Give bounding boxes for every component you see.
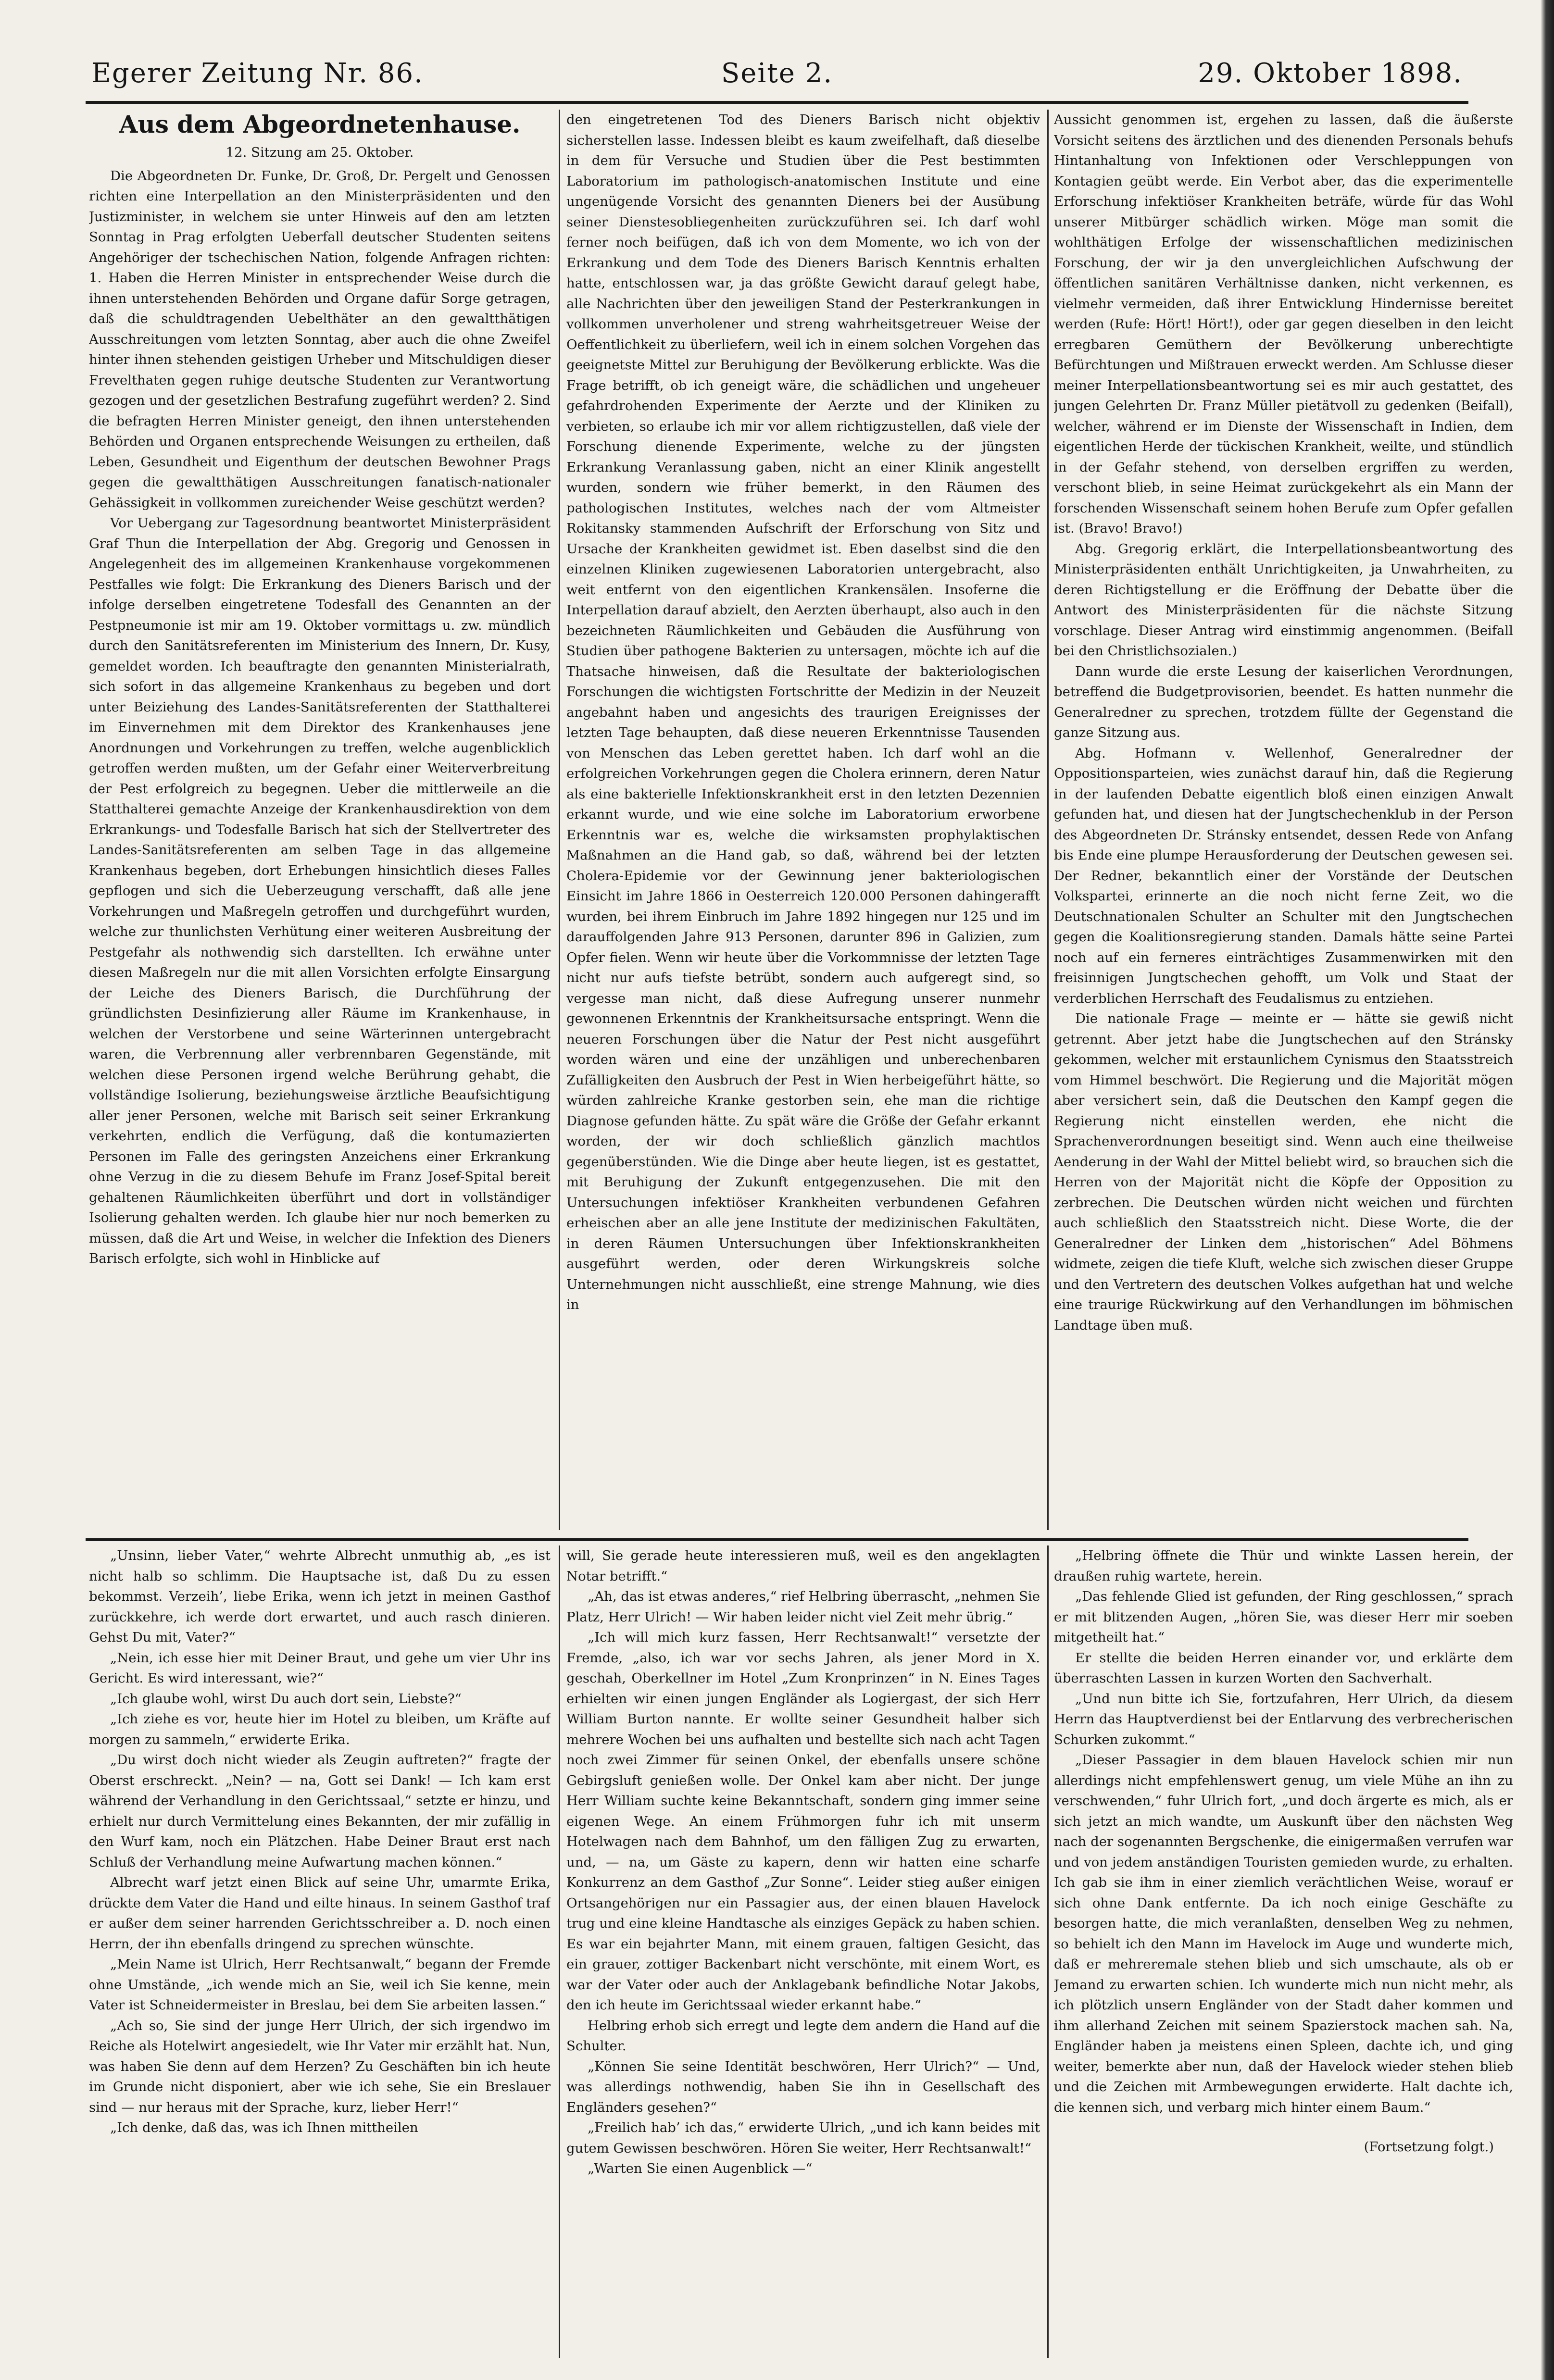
feuilleton-paragraph: „Das fehlende Glied ist gefunden, der Ring geschlossen,“ sprach er mit blitzenden Augen, „hören Sie, was dieser Herr mir soeben mitgetheilt hat.“ (1054, 1589, 1513, 1645)
feuilleton-paragraph: „Ich will mich kurz fassen, Herr Rechtsanwalt!“ versetzte der Fremde, „also, ich war vor sechs Jahren, als jener Mord in X. geschah, Oberkellner im Hotel „Zum Kronprinzen“ in N. Eines Tages erhielten wir einen jungen Engländer als Logiergast, der sich Herr William Burton nannte. Er wollte seiner Gesundheit halber sich mehrere Wochen bei uns aufhalten und bestellte sich nach acht Tagen noch zwei Zimmer für seinen Onkel, der ebenfalls unsere schöne Gebirgsluft genießen wolle. Der Onkel kam aber nicht. Der junge Herr William suchte keine Bekanntschaft, sondern ging immer seine eigenen Wege. An einem Frühmorgen fuhr ich mit unserm Hotelwagen nach dem Bahnhof, um den fälligen Zug zu erwarten, und, — na, um Gäste zu kapern, denn wir hatten eine scharfe Konkurrenz an dem Gasthof „Zur Sonne“. Leider stieg außer einigen Ortsangehörigen nur ein Passagier aus, der einen blauen Havelock trug und eine kleine Handtasche als einziges Gepäck zu haben schien. Es war ein bejahrter Mann, mit einem grauen, faltigen Gesicht, das ein grauer, zottiger Backenbart nicht verschönte, mit einem Wort, es war der Vater oder auch der Anklagebank befindliche Notar Jakobs, den ich heute im Gerichtssaal wieder erkannt habe.“ (566, 1630, 1040, 2013)
newspaper-title: Egerer Zeitung Nr. 86. (91, 58, 424, 89)
page-edge-shadow (1541, 0, 1554, 2380)
feuilleton-paragraph: „Dieser Passagier in dem blauen Havelock schien mir nun allerdings nicht empfehlenswert genug, um viele Mühe an ihn zu verschwenden,“ fuhr Ulrich fort, „und doch ärgerte es mich, als er sich jetzt an mich wandte, um Auskunft über den nächsten Weg nach der sogenannten Bergschenke, die einigermaßen verrufen war und von jedem anständigen Touristen gemieden wurde, zu erhalten. Ich gab sie ihm in einer ziemlich verächtlichen Weise, worauf er sich ohne Dank entfernte. Da ich noch einige Geschäfte zu besorgen hatte, die mich veranlaßten, denselben Weg zu nehmen, so behielt ich den Mann im Havelock im Auge und wunderte mich, daß er mehreremale stehen blieb und sich umschaute, als ob er Jemand zu erwarten schien. Ich wunderte mich nun nicht mehr, als ich plötzlich unsern Engländer von der Stadt daher kommen und ihm allerhand Zeichen mit seinem Spazierstock machen sah. Na, Engländer haben ja meistens einen Spleen, dachte ich, und ging weiter, bemerkte aber nun, daß der Havelock wieder stehen blieb und die Zeichen mit Armbewegungen erwiderte. Halt dachte ich, die kennen sich, und verbarg mich hinter einem Baum.“ (1054, 1752, 1513, 2115)
feuilleton-paragraph: „Ich ziehe es vor, heute hier im Hotel zu bleiben, um Kräfte auf morgen zu sammeln,“ erwiderte Erika. (89, 1711, 551, 1747)
feuilleton-paragraph: „Ah, das ist etwas anderes,“ rief Helbring überrascht, „nehmen Sie Platz, Herr Ulrich! — Wir haben leider nicht viel Zeit mehr übrig.“ (566, 1589, 1040, 1625)
article-title: Aus dem Abgeordnetenhause. (119, 110, 521, 138)
feuilleton-paragraph: „Helbring öffnete die Thür und winkte Lassen herein, der draußen ruhig wartete, herein. (1054, 1548, 1513, 1584)
continuation-note: (Fortsetzung folgt.) (1364, 2139, 1494, 2155)
issue-date: 29. Oktober 1898. (1198, 58, 1463, 89)
article-column-2 (566, 110, 1040, 1530)
header-rule (86, 101, 1468, 104)
feuilleton-paragraph: „Du wirst doch nicht wieder als Zeugin auftreten?“ fragte der Oberst erschreckt. „Nein? — na, Gott sei Dank! — Ich kam erst während der Verhandlung in den Gerichtssaal,“ setzte er hinzu, und erhielt nur durch Vermittelung eines Bekannten, der mir zufällig in den Wurf kam, noch ein Plätzchen. Habe Deiner Braut erst nach Schluß der Verhandlung meine Aufwartung machen können.“ (89, 1752, 551, 1870)
article-paragraph: Aussicht genommen ist, ergehen zu lassen, daß die äußerste Vorsicht seitens des ärztlichen und des dienenden Personals behufs Hintanhaltung von Infektionen oder Verschleppungen von Kontagien geübt werde. Ein Verbot aber, das die experimentelle Erforschung infektiöser Krankheiten beträfe, würde für das Wohl unserer Mitbürger schädlich wirken. Möge man somit die wohlthätigen Erfolge der wissenschaftlichen medizinischen Forschung, der wir ja den unvergleichlichen Aufschwung der öffentlichen sanitären Verhältnisse danken, nicht verkennen, es vielmehr vermeiden, daß ihrer Entwicklung Hindernisse bereitet werden (Rufe: Hört! Hört!), oder gar gegen dieselben in den leicht erregbaren Gemüthern der Bevölkerung unberechtigte Befürchtungen und Mißtrauen erweckt werden. Am Schlusse dieser meiner Interpellationsbeantwortung sei es mir auch gestattet, des jungen Gelehrten Dr. Franz Müller pietätvoll zu gedenken (Beifall), welcher, während er im Dienste der Wissenschaft in Indien, dem eigentlichen Herde der tückischen Krankheit, weilte, und stündlich in der Gefahr stehend, von derselben ergriffen zu werden, verschont blieb, in seine Heimat zurückgekehrt als ein Mann der forschenden Wissenschaft seinem hohen Berufe zum Opfer gefallen ist. (Bravo! Bravo!) (1054, 112, 1513, 536)
article-paragraph: Vor Uebergang zur Tagesordnung beantwortet Ministerpräsident Graf Thun die Interpellation der Abg. Gregorig und Genossen in Angelegenheit des im allgemeinen Krankenhause vorgekommenen Pestfalles wie folgt: Die Erkrankung des Dieners Barisch und der infolge derselben eingetretene Todesfall des Genannten an der Pestpneumonie ist mir am 19. Oktober vormittags u. zw. mündlich durch den Sanitätsreferenten im Ministerium des Innern, Dr. Kusy, gemeldet worden. Ich beauftragte den genannten Ministerialrath, sich sofort in das allgemeine Krankenhaus zu begeben und dort unter Beiziehung des Landes-Sanitätsreferenten der Statthalterei im Einvernehmen mit dem Direktor des Krankenhauses jene Anordnungen und Vorkehrungen zu treffen, welche augenblicklich getroffen werden mußten, um der Gefahr einer Weiterverbreitung der Pest erfolgreich zu begegnen. Ueber die mittlerweile an die Statthalterei gemachte Anzeige der Krankenhausdirektion von dem Erkrankungs- und Todesfalle Barisch hat sich der Stellvertreter des Landes-Sanitätsreferenten am selben Tage in das allgemeine Krankenhaus begeben, dort Erhebungen hinsichtlich dieses Falles gepflogen und sich die Ueberzeugung verschafft, daß alle jene Vorkehrungen und Maßregeln getroffen und durchgeführt wurden, welche zur thunlichsten Verhütung einer weiteren Ausbreitung der Pestgefahr als nothwendig sich darstellten. Ich erwähne unter diesen Maßregeln nur die mit allen Vorsichten erfolgte Einsargung der Leiche des Dieners Barisch, die Durchführung der gründlichsten Desinfizierung aller Räume im Krankenhause, in welchen der Verstorbene und seine Wärterinnen untergebracht waren, die Verbrennung aller verbrennbaren Gegenstände, mit welchen diese Personen irgend welche Berührung gehabt, die vollständige Isolierung, beziehungsweise ärztliche Beaufsichtigung aller jener Personen, welche mit Barisch seit seiner Erkrankung verkehrten, endlich die Verfügung, daß die kontumazierten Personen im Falle des geringsten Anzeichens einer Erkrankung ohne Verzug in die zu diesem Behufe im Franz Josef-Spital bereit gehaltenen Räumlichkeiten überführt und dort in vollständiger Isolierung gehalten werden. Ich glaube hier nur noch bemerken zu müssen, daß die Art und Weise, in welcher die Infektion des Dieners Barisch erfolgte, sich wohl in Hinblicke auf (89, 515, 551, 1266)
column-divider (1047, 1545, 1049, 2358)
feuilleton-paragraph: „Ich glaube wohl, wirst Du auch dort sein, Liebste?“ (110, 1691, 462, 1707)
feuilleton-paragraph: Er stellte die beiden Herren einander vor, und erklärte dem überraschten Lassen in kurzen Worten den Sachverhalt. (1054, 1650, 1513, 1686)
article-paragraph: Abg. Gregorig erklärt, die Interpellationsbeantwortung des Ministerpräsidenten enthält Unrichtigkeiten, ja Unwahrheiten, zu deren Richtigstellung er die Eröffnung der Debatte über die Antwort des Ministerpräsidenten für die nächste Sitzung vorschlage. Dieser Antrag wird einstimmig angenommen. (Beifall bei den Christlichsozialen.) (1054, 541, 1513, 659)
feuilleton-paragraph: „Unsinn, lieber Vater,“ wehrte Albrecht unmuthig ab, „es ist nicht halb so schlimm. Die Hauptsache ist, daß Du zu essen bekommst. Verzeih’, liebe Erika, wenn ich jetzt in meinen Gasthof zurückkehre, ich werde dort erwartet, und auch rasch dinieren. Gehst Du mit, Vater?“ (89, 1548, 551, 1645)
feuilleton-paragraph: „Mein Name ist Ulrich, Herr Rechtsanwalt,“ begann der Fremde ohne Umstände, „ich wende mich an Sie, weil ich Sie kenne, mein Vater ist Schneidermeister in Breslau, bei dem Sie arbeiten lassen.“ (89, 1956, 551, 2013)
page-header (91, 58, 1463, 101)
feuilleton-column-3 (1054, 1545, 1513, 2358)
article-session: 12. Sitzung am 25. Oktober. (226, 145, 414, 160)
feuilleton-paragraph: Albrecht warf jetzt einen Blick auf seine Uhr, umarmte Erika, drückte dem Vater die Hand und eilte hinaus. In seinem Gasthof traf er außer dem seiner harrenden Gerichtsschreiber a. D. noch einen Herrn, der ihn ebenfalls dringend zu sprechen wünschte. (89, 1875, 551, 1952)
feuilleton-paragraph: „Ich denke, daß das, was ich Ihnen mittheilen (110, 2120, 418, 2135)
feuilleton-column-1 (89, 1545, 551, 2358)
feuilleton-paragraph: „Und nun bitte ich Sie, fortzufahren, Herr Ulrich, da diesem Herrn das Hauptverdienst bei der Entlarvung des verbrecherischen Schurken zukommt.“ (1054, 1691, 1513, 1747)
feuilleton-paragraph: „Freilich hab’ ich das,“ erwiderte Ulrich, „und ich kann beides mit gutem Gewissen beschwören. Hören Sie weiter, Herr Rechtsanwalt!“ (566, 2120, 1040, 2156)
article-column-1 (89, 110, 551, 1530)
feuilleton-paragraph: will, Sie gerade heute interessieren muß, weil es den angeklagten Notar betrifft.“ (566, 1548, 1040, 1584)
article-paragraph: den eingetretenen Tod des Dieners Barisch nicht objektiv sicherstellen lasse. Indessen bleibt es kaum zweifelhaft, daß dieselbe in dem für Versuche und Studien über die Pest bestimmten Laboratorium im pathologisch-anatomischen Institute und eine ungenügende Vorsicht des genannten Dieners bei der Ausübung seiner Dienstesobliegenheiten zurückzuführen sei. Ich darf wohl ferner noch beifügen, daß ich von dem Momente, wo ich von der Erkrankung und dem Tode des Dieners Barisch Kenntnis erhalten hatte, entschlossen war, ja das größte Gewicht darauf gelegt habe, alle Nachrichten über den jeweiligen Stand der Pesterkrankungen in vollkommen unverholener und streng wahrheitsgetreuer Weise der Oeffentlichkeit zu überliefern, weil ich in einem solchen Vorgehen das geeignetste Mittel zur Beruhigung der Bevölkerung erblickte. Was die Frage betrifft, ob ich geneigt wäre, die schädlichen und ungeheuer gefahrdrohenden Experimente der Aerzte und der Kliniken zu verbieten, so erlaube ich mir vor allem richtigzustellen, daß viele der Forschung dienende Experimente, welche zu der jüngsten Erkrankung Veranlassung gaben, nicht an einer Klinik angestellt wurden, sondern wie früher bemerkt, in den Räumen des pathologischen Institutes, welches nach der vom Altmeister Rokitansky stammenden Aufschrift der Erforschung von Sitz und Ursache der Krankheiten gewidmet ist. Eben daselbst sind die den einzelnen Kliniken zugewiesenen Laboratorien untergebracht, also weit entfernt von den eigentlichen Krankensälen. Insoferne die Interpellation darauf abzielt, den Aerzten überhaupt, also auch in den bezeichneten Räumlichkeiten und Gebäuden die Ausführung von Studien über pathogene Bakterien zu untersagen, möchte ich auf die Thatsache hinweisen, daß die Resultate der bakteriologischen Forschungen die wichtigsten Fortschritte der Medizin in der Neuzeit angebahnt haben und angesichts des traurigen Ereignisses der letzten Tage behaupten, daß diese neueren Erkenntnisse Tausenden von Menschen das Leben gerettet haben. Ich darf wohl an die erfolgreichen Vorkehrungen gegen die Cholera erinnern, deren Natur als eine bakterielle Infektionskrankheit erst in den letzten Dezennien erkannt wurde, und wie eine solche im Laboratorium erworbene Erkenntnis war es, welche die wirksamsten prophylaktischen Maßnahmen an die Hand gab, so daß, während bei der letzten Cholera-Epidemie vor der Gewinnung jener bakteriologischen Einsicht im Jahre 1866 in Oesterreich 120.000 Personen dahingerafft wurden, bei ihrem Einbruch im Jahre 1892 hingegen nur 125 und im darauffolgenden Jahre 913 Personen, darunter 896 in Galizien, zum Opfer fielen. Wenn wir heute über die Vorkommnisse der letzten Tage nicht nur aufs tiefste betrübt, sondern auch aufgeregt sind, so vergesse man nicht, daß diese Aufregung unserer nunmehr gewonnenen Erkenntnis der Krankheitsursache entspringt. Wenn die neueren Forschungen über die Natur der Pest nicht ausgeführt worden wären und eine der unzähligen und unberechenbaren Zufälligkeiten den Ausbruch der Pest in Wien herbeigeführt hätte, so würden zahlreiche Kranke gestorben sein, ehe man die richtige Diagnose gefunden hätte. Zu spät wäre die Größe der Gefahr erkannt worden, der wir doch schließlich gänzlich machtlos gegenüberstünden. Wie die Dinge aber heute liegen, ist es gestattet, mit Beruhigung der Zukunft entgegenzusehen. Die mit den Untersuchungen infektiöser Krankheiten verbundenen Gefahren erheischen aber an alle jene Institute der medizinischen Fakultäten, in deren Räumen Untersuchungen über Infektionskrankheiten ausgeführt werden, oder deren Wirkungskreis solche Unternehmungen nicht ausschließt, eine strenge Mahnung, wie dies in (566, 112, 1040, 1312)
feuilleton-rule (86, 1538, 1468, 1541)
article-paragraph: Die nationale Frage — meinte er — hätte sie gewiß nicht getrennt. Aber jetzt habe die Jungtschechen auf den Stránsky gekommen, welcher mit erstaunlichem Cynismus den Staatsstreich vom Himmel beschwört. Die Regierung und die Majorität mögen aber versichert sein, daß die Deutschen den Kampf gegen die Regierung nicht einstellen werden, ehe nicht die Sprachenverordnungen beseitigt sind. Wenn auch eine theilweise Aenderung in der Wahl der Mittel beliebt wird, so brauchen sich die Herren von der Majorität nicht die Köpfe der Opposition zu zerbrechen. Die Deutschen würden nicht weichen und fürchten auch schließlich den Staatsstreich nicht. Diese Worte, die der Generalredner der Linken dem „historischen“ Adel Böhmens widmete, zeigen die tiefe Kluft, welche sich zwischen dieser Gruppe und den Vertretern des deutschen Volkes aufgethan hat und welche eine traurige Rückwirkung auf den Verhandlungen im böhmischen Landtage üben muß. (1054, 1011, 1513, 1333)
article-column-3 (1054, 110, 1513, 1530)
feuilleton-paragraph: Helbring erhob sich erregt und legte dem andern die Hand auf die Schulter. (566, 2018, 1040, 2054)
article-paragraph: Die Abgeordneten Dr. Funke, Dr. Groß, Dr. Pergelt und Genossen richten eine Interpellation an den Ministerpräsidenten und den Justizminister, in welchem sie unter Hinweis auf den am letzten Sonntag in Prag erfolgten Ueberfall deutscher Studenten seitens Angehöriger der tschechischen Nation, folgende Anfragen richten: 1. Haben die Herren Minister in entsprechender Weise durch die ihnen unterstehenden Behörden und Organe dafür Sorge getragen, daß die schuldtragenden Uebelthäter an den gewaltthätigen Ausschreitungen vom letzten Sonntag, aber auch die ohne Zweifel hinter ihnen stehenden geistigen Urheber und Mitschuldigen dieser Frevelthaten gegen ruhige deutsche Studenten zur Verantwortung gezogen und der gesetzlichen Bestrafung zugeführt werden? 2. Sind die befragten Herren Minister geneigt, den ihnen unterstehenden Behörden und Organen entsprechende Weisungen zu ertheilen, daß Leben, Gesundheit und Eigenthum der deutschen Bewohner Prags gegen die gewaltthätigen Ausschreitungen fanatisch-nationaler Gehässigkeit in vollkommen zureichender Weise geschützt werden? (89, 168, 551, 511)
page-number: Seite 2. (721, 58, 833, 89)
feuilleton-column-2 (566, 1545, 1040, 2358)
column-divider (559, 1545, 560, 2358)
article-paragraph: Abg. Hofmann v. Wellenhof, Generalredner der Oppositionsparteien, wies zunächst darauf hin, daß die Regierung in der laufenden Debatte eigentlich bloß einen einzigen Anwalt gefunden hat, und diesen hat der Jungtschechenklub in der Person des Abgeordneten Dr. Stránsky entsendet, dessen Rede von Anfang bis Ende eine plumpe Herausforderung der Deutschen gewesen sei. Der Redner, bekanntlich einer der Vorstände der Deutschen Volkspartei, erinnerte an die noch nicht ferne Zeit, wo die Deutschnationalen Schulter an Schulter mit den Jungtschechen gegen die Koalitionsregierung standen. Damals hätte seine Partei noch auf ein ferneres einträchtiges Zusammenwirken mit den freisinnigen Jungtschechen gehofft, um Volk und Staat der verderblichen Herrschaft des Feudalismus zu entziehen. (1054, 745, 1513, 1006)
feuilleton-paragraph: „Nein, ich esse hier mit Deiner Braut, und gehe um vier Uhr ins Gericht. Es wird interessant, wie?“ (89, 1650, 551, 1686)
column-divider (1047, 110, 1049, 1530)
feuilleton-paragraph: „Warten Sie einen Augenblick —“ (588, 2161, 813, 2176)
article-paragraph: Dann wurde die erste Lesung der kaiserlichen Verordnungen, betreffend die Budgetprovisorien, beendet. Es hatten nunmehr die Generalredner zu sprechen, trotzdem füllte der Gegenstand die ganze Sitzung aus. (1054, 663, 1513, 740)
feuilleton-paragraph: „Können Sie seine Identität beschwören, Herr Ulrich?“ — Und, was allerdings nothwendig, haben Sie ihn in Gesellschaft des Engländers gesehen?“ (566, 2058, 1040, 2115)
feuilleton-paragraph: „Ach so, Sie sind der junge Herr Ulrich, der sich irgendwo im Reiche als Hotelwirt angesiedelt, wie Ihr Vater mir erzählt hat. Nun, was haben Sie denn auf dem Herzen? Zu Geschäften bin ich heute im Grunde nicht disponiert, aber wie ich sehe, Sie ein Breslauer sind — nur heraus mit der Sprache, kurz, lieber Herr!“ (89, 2018, 551, 2115)
column-divider (559, 110, 560, 1530)
